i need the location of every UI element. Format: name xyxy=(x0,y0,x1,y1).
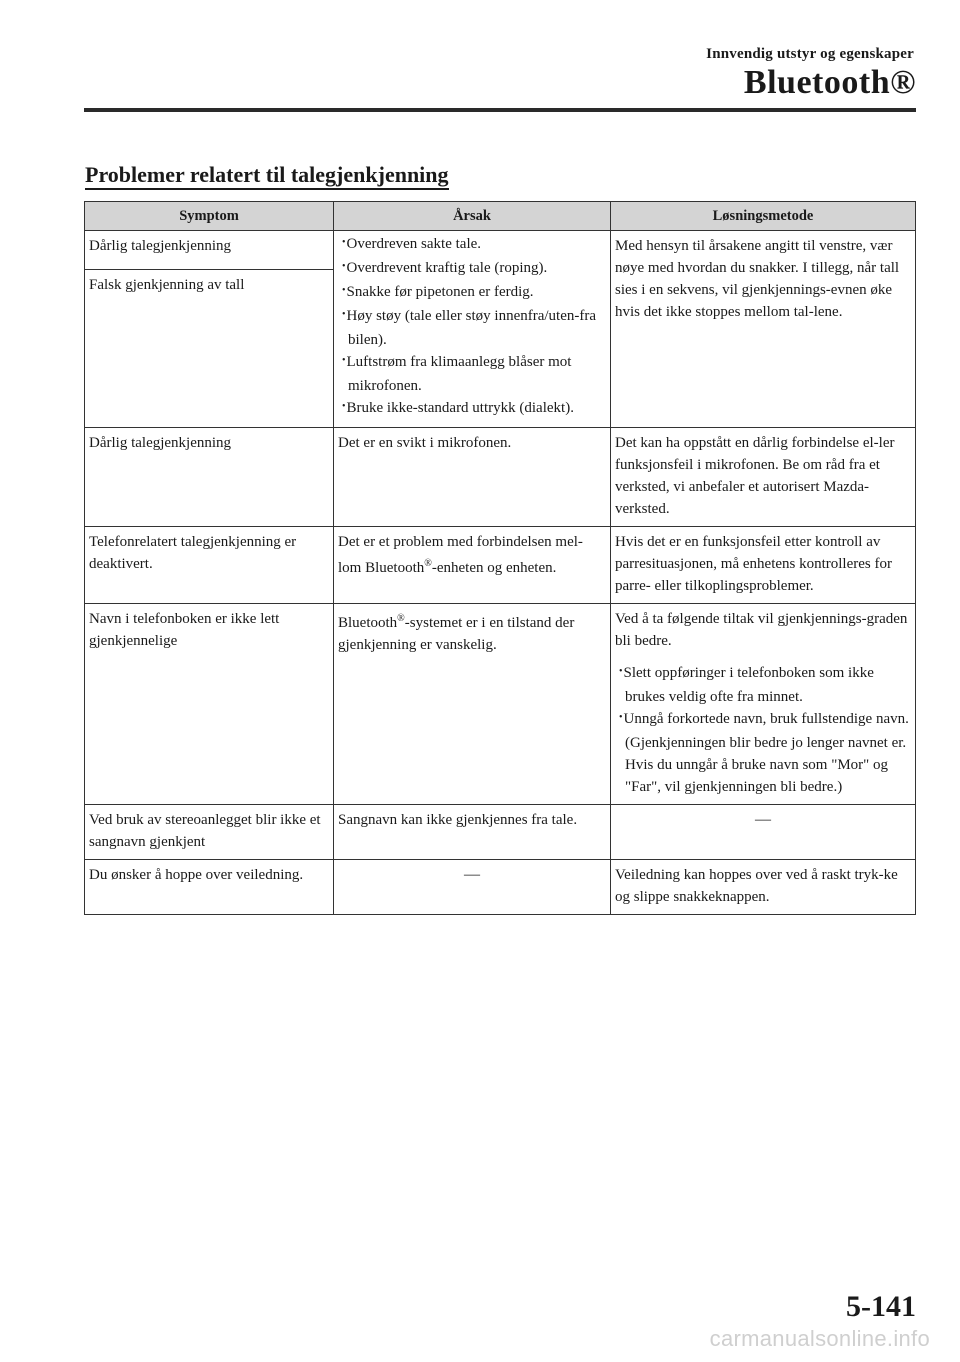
cause-cell xyxy=(334,231,611,428)
solution-intro: Ved å ta følgende tiltak vil gjenkjennings-graden bli bedre. xyxy=(615,611,908,649)
header-divider xyxy=(84,108,916,112)
cause-cell xyxy=(334,604,611,805)
solution-cell: Veiledning kan hoppes over ved å raskt tryk-ke og slippe snakkeknappen. xyxy=(611,860,916,915)
list-item: • Høy støy (tale eller støy innenfra/uten-fra bilen). xyxy=(338,305,606,351)
table-row xyxy=(85,231,916,270)
solution-cell: Med hensyn til årsakene angitt til venstre, vær nøye med hvordan du snakker. I tillegg, når tall sies i en sekvens, vil gjenkjennings-evnen øke hvis det ikke stoppes mellom tal-lene. xyxy=(611,231,916,428)
cause-text: -enheten og enheten. xyxy=(431,560,557,576)
cause-cell: — xyxy=(334,860,611,915)
spacer xyxy=(615,652,911,662)
cause-cell xyxy=(334,527,611,604)
cause-cell: Sangnavn kan ikke gjenkjennes fra tale. xyxy=(334,805,611,860)
table-row xyxy=(85,428,916,527)
symptom-cell: Dårlig talegjenkjenning xyxy=(85,428,334,527)
chapter-heading: Innvendig utstyr og egenskaper xyxy=(706,46,914,62)
list-item: • Bruke ikke-standard uttrykk (dialekt). xyxy=(338,397,606,421)
table-row xyxy=(85,805,916,860)
column-header-solution: Løsningsmetode xyxy=(611,202,916,231)
registered-mark: ® xyxy=(397,613,405,624)
troubleshooting-table xyxy=(84,201,916,915)
solution-cell xyxy=(611,604,916,805)
registered-mark: ® xyxy=(424,558,432,569)
list-item: • Overdrevent kraftig tale (roping). xyxy=(338,257,606,281)
page-title: Bluetooth® xyxy=(743,64,916,101)
symptom-cell: Falsk gjenkjenning av tall xyxy=(85,270,334,428)
list-item: • Unngå forkortede navn, bruk fullstendige navn. (Gjenkjenningen blir bedre jo lenger navnet er. Hvis du unngår å bruke navn som "Mor" og "Far", vil gjenkjenningen bli bedre.) xyxy=(615,708,911,798)
section-title: Problemer relatert til talegjenkjenning xyxy=(85,163,449,190)
solution-cell: — xyxy=(611,805,916,860)
list-item: • Slett oppføringer i telefonboken som ikke brukes veldig ofte fra minnet. xyxy=(615,662,911,708)
solution-cell: Det kan ha oppstått en dårlig forbindelse el-ler funksjonsfeil i mikrofonen. Be om råd fra et verksted, vi anbefaler et autorisert Mazda-verksted. xyxy=(611,428,916,527)
symptom-cell: Telefonrelatert talegjenkjenning er deaktivert. xyxy=(85,527,334,604)
symptom-cell: Ved bruk av stereoanlegget blir ikke et sangnavn gjenkjent xyxy=(85,805,334,860)
list-item: • Overdreven sakte tale. xyxy=(338,233,606,257)
list-item: • Snakke før pipetonen er ferdig. xyxy=(338,281,606,305)
solution-cell: Hvis det er en funksjonsfeil etter kontroll av parresituasjonen, må enhetens kontrolleres for parre- eller tilkoplingsproblemer. xyxy=(611,527,916,604)
watermark-url: carmanualsonline.info xyxy=(709,1326,930,1351)
symptom-cell: Navn i telefonboken er ikke lett gjenkjennelige xyxy=(85,604,334,805)
symptom-cell: Dårlig talegjenkjenning xyxy=(85,231,334,270)
column-header-cause: Årsak xyxy=(334,202,611,231)
cause-cell: Det er en svikt i mikrofonen. xyxy=(334,428,611,527)
column-header-symptom: Symptom xyxy=(85,202,334,231)
table-row xyxy=(85,860,916,915)
list-item: • Luftstrøm fra klimaanlegg blåser mot mikrofonen. xyxy=(338,351,606,397)
cause-text: Bluetooth xyxy=(338,615,398,631)
table-row xyxy=(85,527,916,604)
cause-text: -systemet er i en tilstand der gjenkjenning er vanskelig. xyxy=(338,615,575,653)
table-row xyxy=(85,604,916,805)
table-header-row xyxy=(85,202,916,231)
cause-text: Det er et problem med forbindelsen mel-lom Bluetooth xyxy=(338,534,583,576)
symptom-cell: Du ønsker å hoppe over veiledning. xyxy=(85,860,334,915)
page-number: 5-141 xyxy=(846,1290,916,1323)
